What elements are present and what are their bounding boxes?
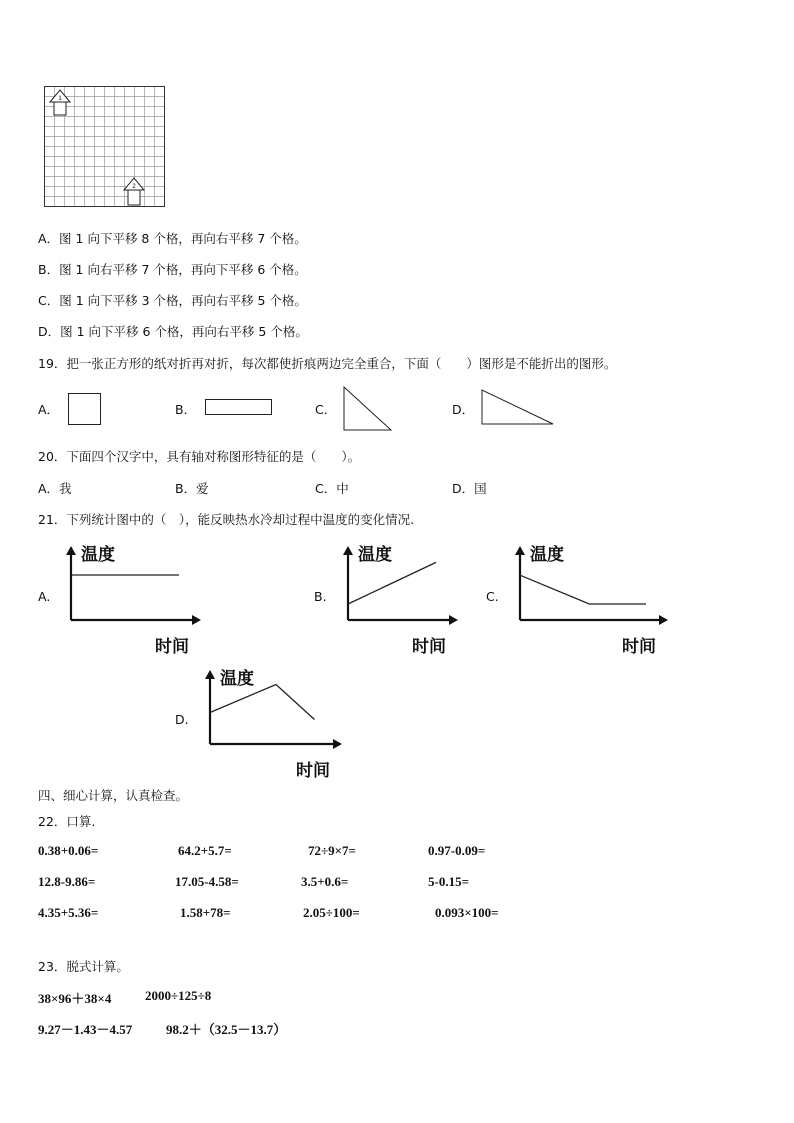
q22-item: 5-0.15= — [428, 874, 469, 889]
x-axis-label: 时间 — [622, 637, 656, 657]
q22-item: 12.8-9.86= — [38, 874, 96, 889]
shape1-label: 1 — [58, 96, 62, 102]
q21-question: 21．下列统计图中的（ ），能反映热水冷却过程中温度的变化情况. — [38, 512, 415, 527]
q22-item: 1.58+78= — [180, 905, 231, 920]
q22-item: 17.05-4.58= — [175, 874, 239, 889]
chart-d-option-label: D. — [175, 712, 189, 727]
section-4-title: 四、细心计算，认真检查。 — [38, 788, 189, 803]
q20-option-d: D．国 — [452, 481, 487, 496]
chart-c-option-label: C. — [486, 589, 499, 604]
q23-title: 23．脱式计算。 — [38, 959, 129, 974]
q22-item: 0.97-0.09= — [428, 843, 486, 858]
q22-title: 22．口算. — [38, 814, 96, 829]
q19-question: 19．把一张正方形的纸对折再对折，每次都使折痕两边完全重合，下面（ ）图形是不能折出的图形。 — [38, 356, 617, 371]
y-axis-arrowhead — [205, 670, 215, 679]
q19-option-d-label: D． — [452, 402, 475, 417]
q20-option-c: C．中 — [315, 481, 349, 496]
x-axis-arrowhead — [333, 739, 342, 749]
q23-item: 38×96＋38×4 — [38, 991, 112, 1006]
chart-a-option-label: A. — [38, 589, 51, 604]
q18-option-c: C．图 1 向下平移 3 个格，再向右平移 5 个格。 — [38, 293, 307, 308]
q18-option-a: A．图 1 向下平移 8 个格，再向右平移 7 个格。 — [38, 231, 307, 246]
x-axis-label: 时间 — [155, 637, 189, 657]
y-axis-label: 温度 — [530, 545, 564, 565]
q20-question: 20．下面四个汉字中，具有轴对称图形特征的是（ ）。 — [38, 449, 361, 464]
q22-item: 4.35+5.36= — [38, 905, 99, 920]
q22-item: 0.093×100= — [435, 905, 499, 920]
chart-b-option-label: B. — [314, 589, 327, 604]
q22-item: 2.05÷100= — [303, 905, 360, 920]
q23-item: 9.27－1.43－4.57 — [38, 1022, 133, 1037]
x-axis-label: 时间 — [296, 761, 330, 781]
q23-item: 98.2＋（32.5－13.7） — [166, 1022, 287, 1037]
q19-option-a-label: A． — [38, 402, 60, 417]
q22-item: 64.2+5.7= — [178, 843, 232, 858]
shape2-label: 2 — [132, 184, 136, 190]
q22-item: 3.5+0.6= — [301, 874, 349, 889]
y-axis-label: 温度 — [81, 545, 115, 565]
q19-option-b-label: B． — [175, 402, 197, 417]
q18-option-b: B．图 1 向右平移 7 个格，再向下平移 6 个格。 — [38, 262, 307, 277]
x-axis-label: 时间 — [412, 637, 446, 657]
q23-item: 2000÷125÷8 — [145, 988, 212, 1003]
y-axis-label: 温度 — [220, 669, 254, 689]
y-axis-label: 温度 — [358, 545, 392, 565]
q20-option-a: A．我 — [38, 481, 72, 496]
q18-option-d: D．图 1 向下平移 6 个格，再向右平移 5 个格。 — [38, 324, 308, 339]
q20-option-b: B．爱 — [175, 481, 209, 496]
temperature-line — [210, 685, 315, 720]
q19-option-c-label: C． — [315, 402, 337, 417]
q22-item: 0.38+0.06= — [38, 843, 99, 858]
q22-item: 72÷9×7= — [308, 843, 356, 858]
